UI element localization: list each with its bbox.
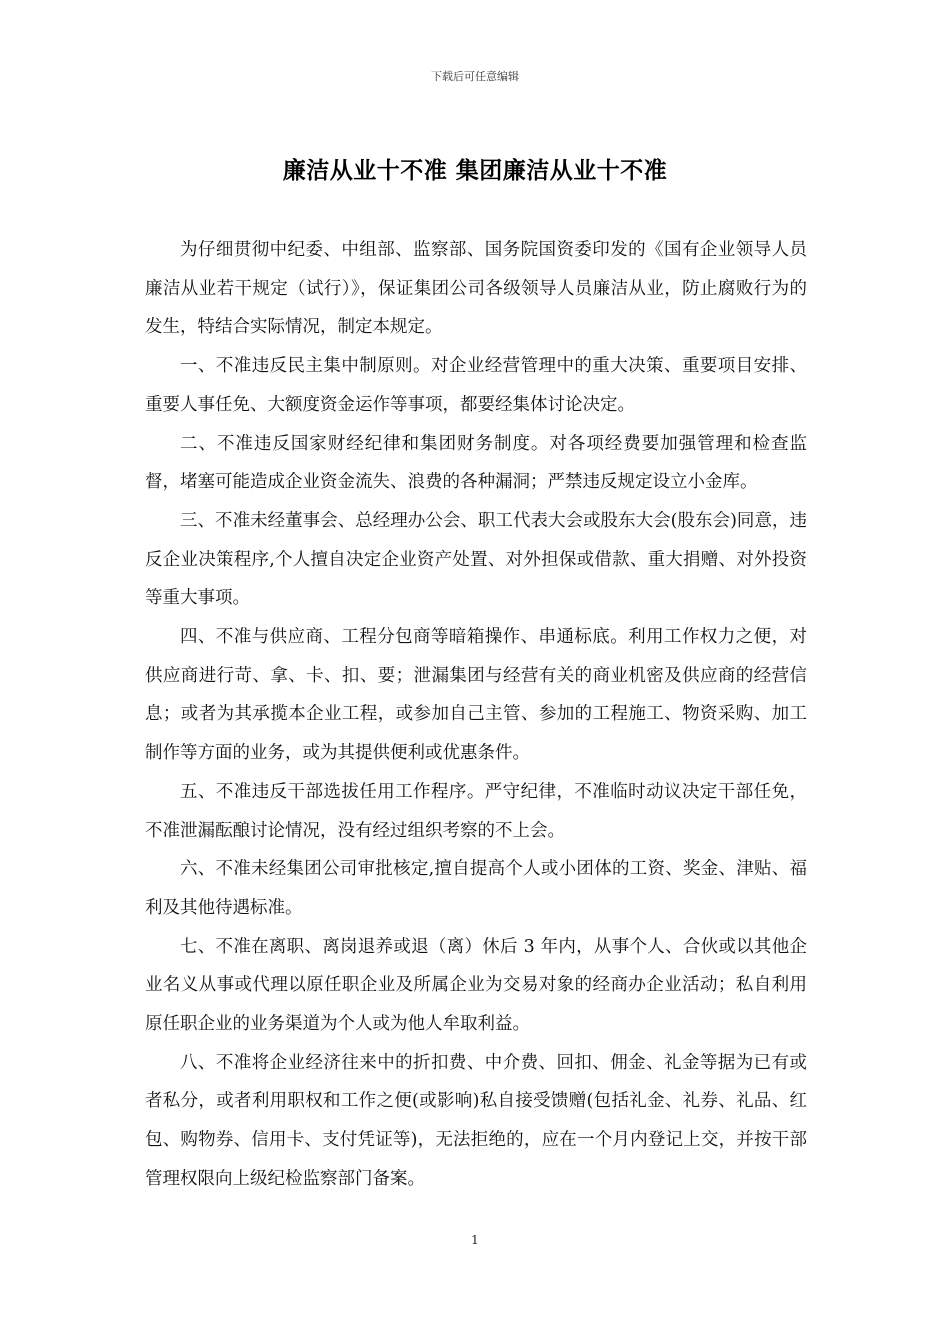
paragraph-rule-1: 一、不准违反民主集中制原则。对企业经营管理中的重大决策、重要项目安排、重要人事任免、大额度资金运作等事项，都要经集体讨论决定。 [145,356,807,415]
document-body [145,231,807,1199]
page-number: 1 [471,1233,479,1247]
paragraph-rule-6: 六、不准未经集团公司审批核定,擅自提高个人或小团体的工资、奖金、津贴、福利及其他待遇标准。 [145,859,807,918]
page-header-note: 下载后可任意编辑 [431,70,519,83]
paragraph-rule-3: 三、不准未经董事会、总经理办公会、职工代表大会或股东大会(股东会)同意，违反企业决策程序,个人擅自决定企业资产处置、对外担保或借款、重大捐赠、对外投资等重大事项。 [145,510,807,609]
paragraph-rule-4: 四、不准与供应商、工程分包商等暗箱操作、串通标底。利用工作权力之便，对供应商进行苛、拿、卡、扣、要；泄漏集团与经营有关的商业机密及供应商的经营信息；或者为其承揽本企业工程，或参加自己主管、参加的工程施工、物资采购、加工制作等方面的业务，或为其提供便利或优惠条件。 [145,627,807,764]
paragraph-rule-7: 七、不准在离职、离岗退养或退（离）休后 3 年内，从事个人、合伙或以其他企业名义从事或代理以原任职企业及所属企业为交易对象的经商办企业活动；私自利用原任职企业的业务渠道为个人或为他人牟取利益。 [145,936,807,1035]
paragraph-rule-8: 八、不准将企业经济往来中的折扣费、中介费、回扣、佣金、礼金等据为已有或者私分，或者利用职权和工作之便(或影响)私自接受馈赠(包括礼金、礼券、礼品、红包、购物券、信用卡、支付凭证等)，无法拒绝的，应在一个月内登记上交，并按干部管理权限向上级纪检监察部门备案。 [145,1052,807,1189]
paragraph-intro: 为仔细贯彻中纪委、中组部、监察部、国务院国资委印发的《国有企业领导人员廉洁从业若干规定（试行）》，保证集团公司各级领导人员廉洁从业，防止腐败行为的发生，特结合实际情况，制定本规定。 [145,240,807,338]
paragraph-rule-2: 二、不准违反国家财经纪律和集团财务制度。对各项经费要加强管理和检查监督，堵塞可能造成企业资金流失、浪费的各种漏洞；严禁违反规定设立小金库。 [145,433,807,493]
document-title: 廉洁从业十不准 集团廉洁从业十不准 [282,158,668,184]
paragraph-rule-5: 五、不准违反干部选拔任用工作程序。严守纪律，不准临时动议决定干部任免，不准泄漏酝酿讨论情况，没有经过组织考察的不上会。 [145,781,807,841]
